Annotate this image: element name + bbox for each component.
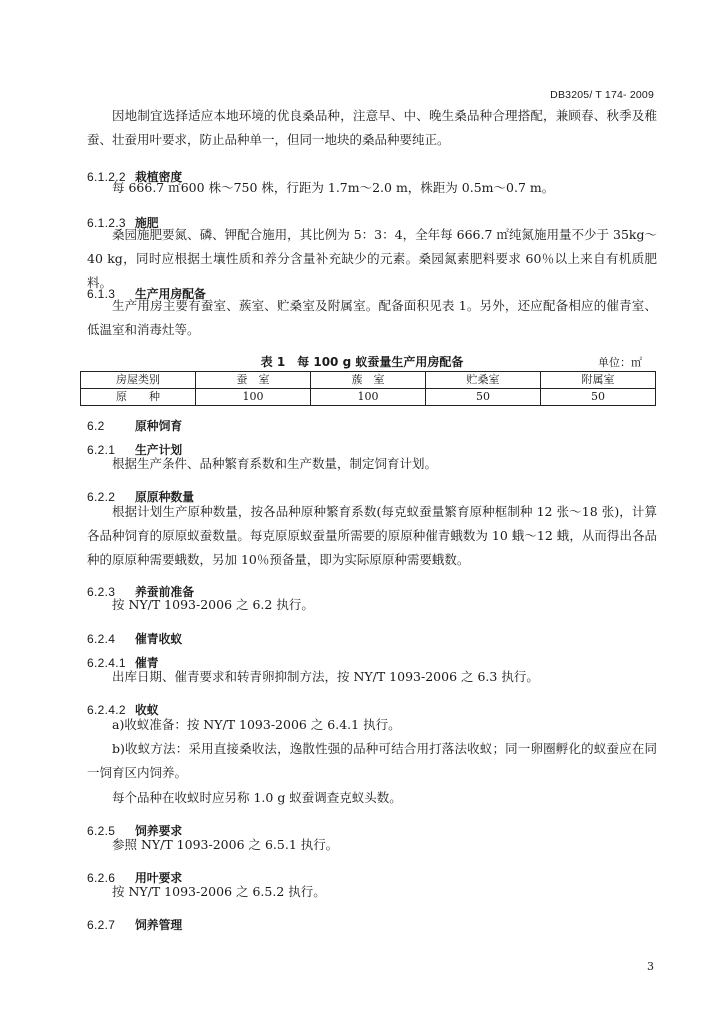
body-paragraph: 参照 NY/T 1093-2006 之 6.5.1 执行。 <box>112 837 339 852</box>
section-title: 生产用房配备 <box>135 287 206 301</box>
table-cell: 50 <box>541 389 656 406</box>
table-header-cell: 蚕 室 <box>196 372 311 389</box>
table-cell: 50 <box>426 389 541 406</box>
section-title: 饲养要求 <box>135 824 183 838</box>
section-title: 饲养管理 <box>135 918 183 932</box>
table-header-cell: 附属室 <box>541 372 656 389</box>
section-number: 6.2.6 <box>87 871 116 885</box>
table-cell: 原 种 <box>81 389 196 406</box>
section-title: 收蚁 <box>135 703 159 717</box>
section-heading <box>87 916 182 933</box>
section-title: 施肥 <box>135 216 159 230</box>
section-number: 6.2.4 <box>87 632 116 646</box>
body-paragraph: 出库日期、催青要求和转青卵抑制方法，按 NY/T 1093-2006 之 6.3 执行。 <box>112 669 539 684</box>
body-paragraph: 根据计划生产原种数量，按各品种原种繁育系数(每克蚁蚕量繁育原种框制种 12 张～18 张)，计算各品种饲育的原原蚁蚕数量。每克原原蚁蚕量所需要的原原种催青蛾数为 10 蛾～12 蛾，从而得出各品种的原原种需要蛾数，另加 10％预备量，即为实际原原种需要蛾数。 <box>87 504 657 567</box>
section-number: 6.1.2.2 <box>87 170 126 184</box>
section-number: 6.2.1 <box>87 443 116 457</box>
section-title: 生产计划 <box>135 443 183 457</box>
section-number: 6.2.4.2 <box>87 703 126 717</box>
housing-table <box>80 371 656 406</box>
section-number: 6.1.3 <box>87 287 116 301</box>
body-paragraph: a)收蚁准备：按 NY/T 1093-2006 之 6.4.1 执行。 <box>112 717 401 732</box>
section-number: 6.2.4.1 <box>87 656 126 670</box>
body-paragraph: 每 666.7 ㎡600 株～750 株，行距为 1.7m～2.0 m，株距为 0.5m～0.7 m。 <box>112 180 555 195</box>
section-heading <box>87 630 182 647</box>
table-header-cell: 房屋类别 <box>81 372 196 389</box>
section-number: 6.2.7 <box>87 918 116 932</box>
table-header-cell: 蔟 室 <box>311 372 426 389</box>
page-number: 3 <box>647 960 654 973</box>
body-paragraph: b)收蚁方法：采用直接桑收法，逸散性强的品种可结合用打落法收蚁；同一卵圈孵化的蚁蚕应在同一饲育区内饲养。 <box>87 741 657 780</box>
section-number: 6.2.3 <box>87 585 116 599</box>
section-number: 6.1.2.3 <box>87 216 126 230</box>
body-paragraph: 按 NY/T 1093-2006 之 6.5.2 执行。 <box>112 884 326 899</box>
table-header-cell: 贮桑室 <box>426 372 541 389</box>
section-number: 6.2.2 <box>87 490 116 504</box>
section-number: 6.2.5 <box>87 824 116 838</box>
body-paragraph: 根据生产条件、品种繁育系数和生产数量，制定饲育计划。 <box>112 456 438 471</box>
section-heading <box>87 417 182 434</box>
table-cell: 100 <box>311 389 426 406</box>
table-header-row <box>81 372 656 389</box>
table-unit: 单位：㎡ <box>598 356 642 369</box>
section-title: 用叶要求 <box>135 871 183 885</box>
section-number: 6.2 <box>87 419 105 433</box>
section-title: 原种饲育 <box>135 419 183 433</box>
section-title: 催青收蚁 <box>135 632 183 646</box>
table-cell: 100 <box>196 389 311 406</box>
section-title: 养蚕前准备 <box>135 585 194 599</box>
table-row <box>81 389 656 406</box>
standard-code: DB3205/ T 174- 2009 <box>550 89 654 101</box>
section-title: 催青 <box>135 656 159 670</box>
table-caption: 表 1 每 100 g 蚁蚕量生产用房配备 <box>260 355 464 369</box>
body-paragraph: 桑园施肥要氮、磷、钾配合施用，其比例为 5：3：4，全年每 666.7 ㎡纯氮施用量不少于 35kg～40 kg，同时应根据土壤性质和养分含量补充缺少的元素。桑园氮素肥料要求 60％以上来自有机质肥料。 <box>87 227 657 290</box>
section-title: 栽植密度 <box>135 170 183 184</box>
section-title: 原原种数量 <box>135 490 194 504</box>
body-paragraph: 按 NY/T 1093-2006 之 6.2 执行。 <box>112 597 314 612</box>
body-paragraph: 因地制宜选择适应本地环境的优良桑品种，注意早、中、晚生桑品种合理搭配，兼顾春、秋季及稚蚕、壮蚕用叶要求，防止品种单一，但同一地块的桑品种要纯正。 <box>87 108 657 147</box>
body-paragraph: 每个品种在收蚁时应另称 1.0 g 蚁蚕调查克蚁头数。 <box>112 790 402 805</box>
body-paragraph: 生产用房主要有蚕室、蔟室、贮桑室及附属室。配备面积见表 1。另外，还应配备相应的催青室、低温室和消毒灶等。 <box>87 298 657 337</box>
